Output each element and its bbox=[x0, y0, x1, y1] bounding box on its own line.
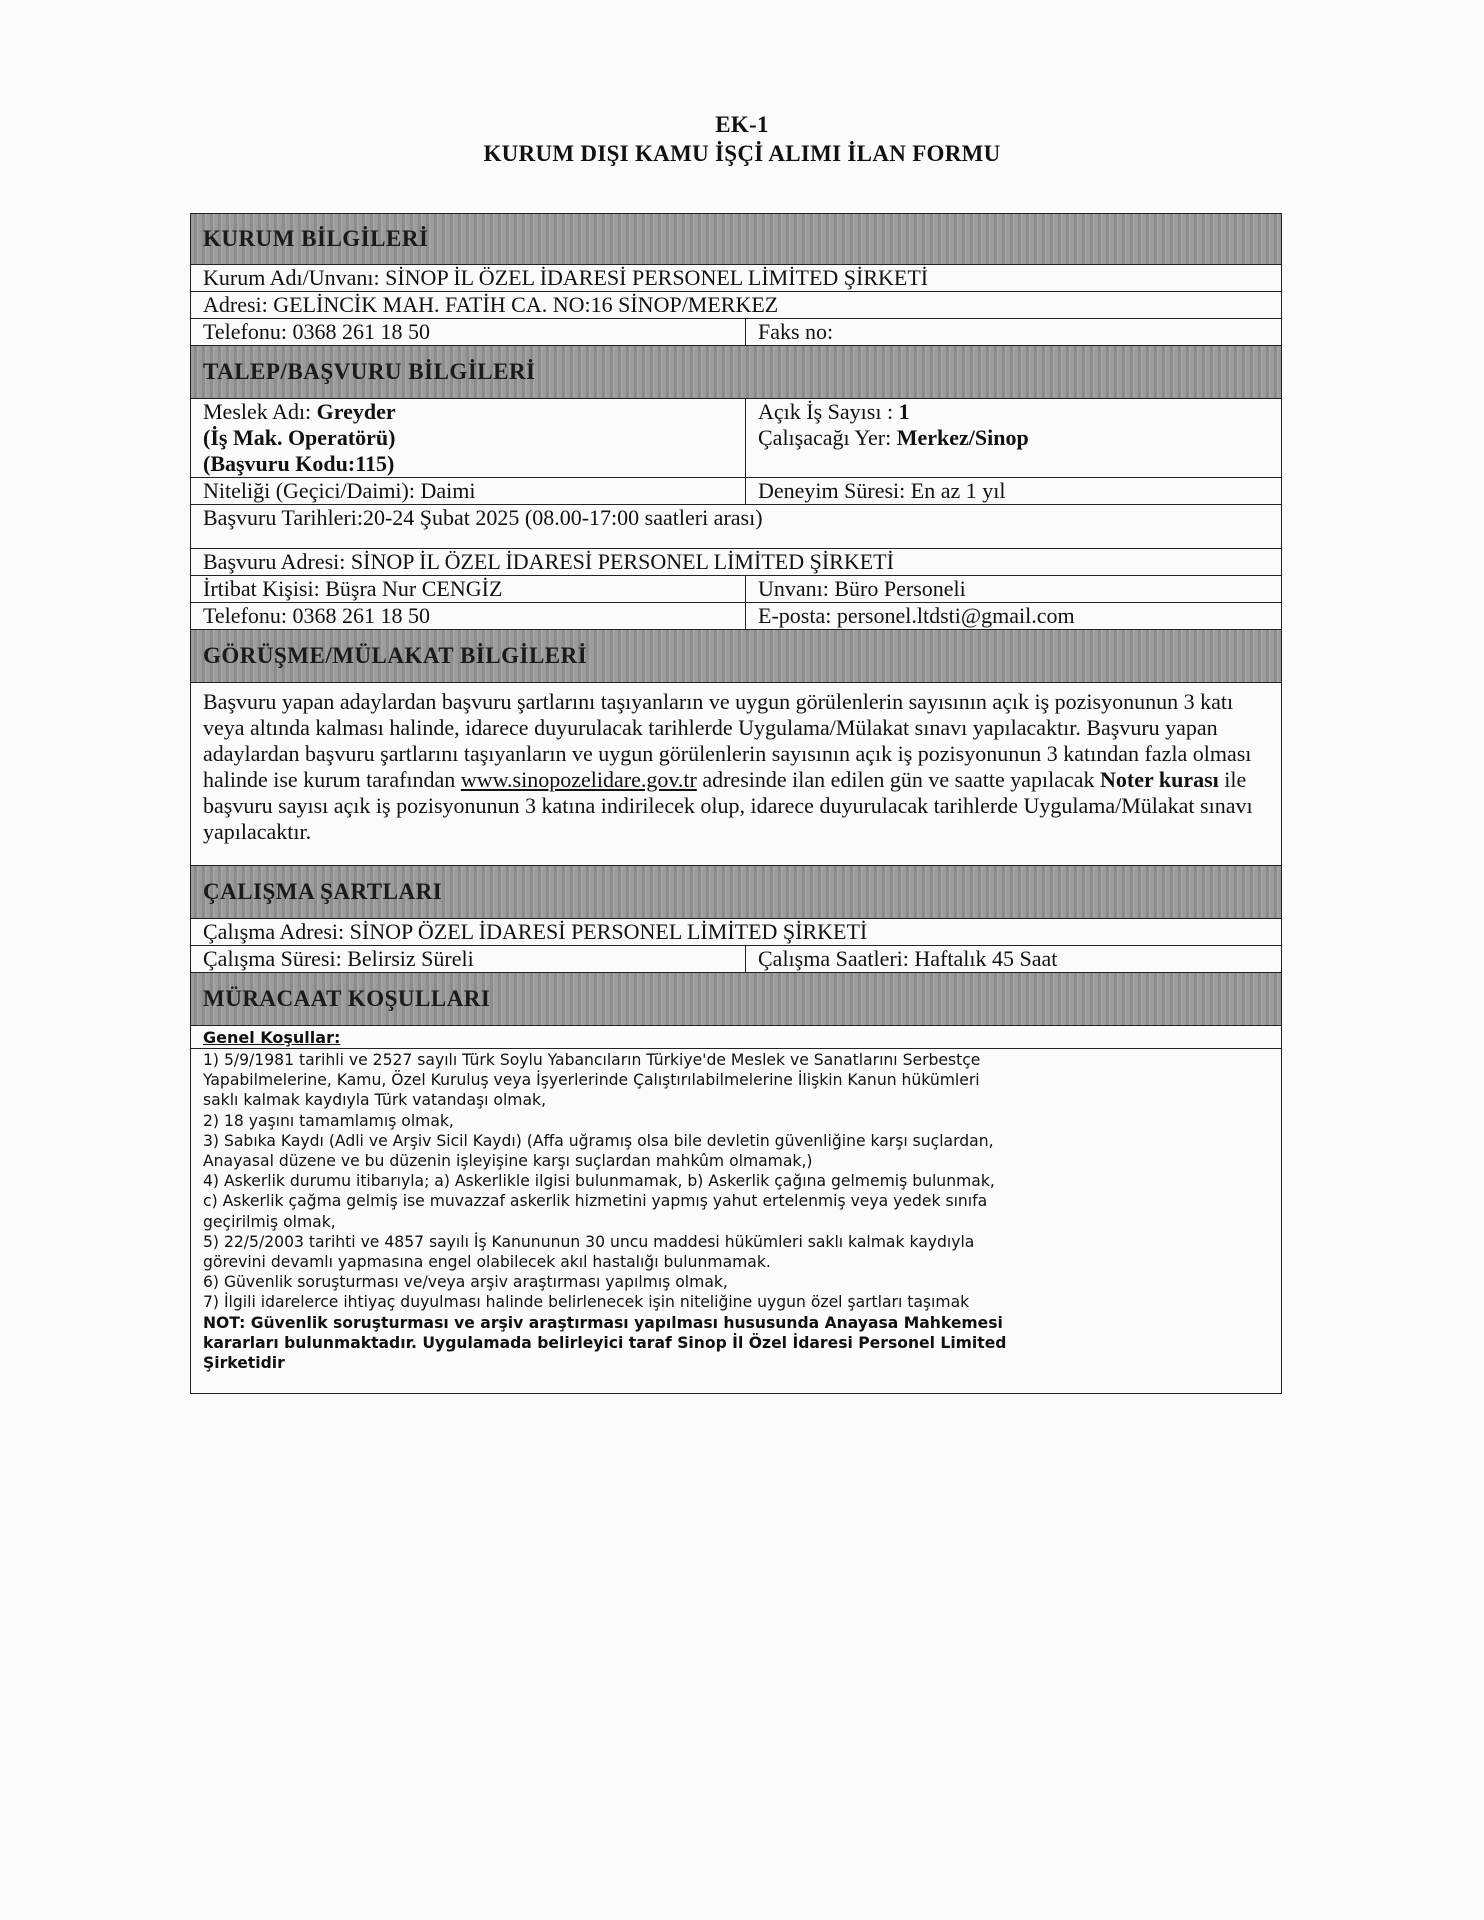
eposta: E-posta: personel.ltdsti@gmail.com bbox=[758, 603, 1075, 628]
calisma-saatleri: Çalışma Saatleri: Haftalık 45 Saat bbox=[758, 946, 1058, 971]
noter-kurasi: Noter kurası bbox=[1100, 767, 1219, 792]
talep-telefon: Telefonu: 0368 261 18 50 bbox=[191, 603, 746, 629]
meslek-value: Greyder bbox=[316, 399, 396, 424]
yer-label: Çalışacağı Yer: bbox=[758, 425, 897, 450]
condition-line: 6) Güvenlik soruşturması ve/veya arşiv araştırması yapılmış olmak, bbox=[203, 1273, 728, 1292]
document-heading bbox=[0, 110, 1484, 168]
condition-line: geçirilmiş olmak, bbox=[203, 1212, 336, 1231]
meslek-label: Meslek Adı: bbox=[203, 399, 317, 424]
condition-line: 5) 22/5/2003 tarihti ve 4857 sayılı İş Kanununun 30 uncu maddesi hükümleri saklı kalmak kaydıyla bbox=[203, 1232, 975, 1251]
row-niteligi bbox=[191, 478, 1281, 505]
website-link[interactable]: www.sinopozelidare.gov.tr bbox=[460, 767, 697, 792]
condition-line: c) Askerlik çağma gelmiş ise muvazzaf askerlik hizmetini yapmış yahut ertelenmiş veya yedek sınıfa bbox=[203, 1192, 988, 1211]
note-line: NOT: Güvenlik soruşturması ve arşiv araştırması yapılması hususunda Anayasa Mahkemesi bbox=[203, 1313, 1003, 1332]
basvuru-tarihleri: Başvuru Tarihleri:20-24 Şubat 2025 (08.00-17:00 saatleri arası) bbox=[203, 505, 763, 530]
gorusme-text-1: Başvuru yapan adaylardan başvuru şartlarını taşıyanların ve uygun görülenlerin sayısının açık iş pozisyonunun 3 katı veya altında kalması halinde, idarece duyurulacak tarihlerde Uygulama/Mülakat sınavı yapılacaktır. Başvuru yapan adaylardan başvuru şartlarını taşıyanların ve uygun görülenlerin sayısının açık iş pozisyonunun 3 katından fazla olması halinde ise kurum tarafından bbox=[203, 689, 1252, 792]
niteligi: Niteliği (Geçici/Daimi): Daimi bbox=[191, 478, 746, 504]
condition-line: 4) Askerlik durumu itibarıyla; a) Askerlikle ilgisi bulunmamak, b) Askerlik çağına gelmemiş bulunmak, bbox=[203, 1172, 995, 1191]
kurum-adresi: Adresi: GELİNCİK MAH. FATİH CA. NO:16 SİNOP/MERKEZ bbox=[203, 292, 779, 317]
condition-line: 1) 5/9/1981 tarihli ve 2527 sayılı Türk Soylu Yabancıların Türkiye'de Meslek ve Sanatlarını Serbestçe bbox=[203, 1051, 981, 1069]
section-header-gorusme: GÖRÜŞME/MÜLAKAT BİLGİLERİ bbox=[191, 630, 1281, 683]
row-iletisim bbox=[191, 603, 1281, 630]
row-meslek bbox=[191, 399, 1281, 478]
row-kurum-adi bbox=[191, 265, 1281, 292]
section-header-kurum: KURUM BİLGİLERİ bbox=[191, 214, 1281, 265]
condition-line: Anayasal düzene ve bu düzenin işleyişine karşı suçlardan mahkûm olmamak,) bbox=[203, 1152, 813, 1171]
kurum-adi: Kurum Adı/Unvanı: SİNOP İL ÖZEL İDARESİ PERSONEL LİMİTED ŞİRKETİ bbox=[203, 265, 929, 290]
genel-kosullar-list bbox=[191, 1049, 1281, 1394]
row-tarihler bbox=[191, 505, 1281, 549]
gorusme-text-3: ile başvuru sayısı açık iş pozisyonunun 3 katına indirilecek olup, idarece duyurulacak tarihlerde Uygulama/Mülakat sınavı yapılacaktır. bbox=[203, 767, 1253, 844]
gorusme-text bbox=[191, 683, 1281, 866]
basvuru-kodu: (Başvuru Kodu:115) bbox=[203, 451, 395, 476]
gorusme-text-2: adresinde ilan edilen gün ve saatte yapılacak bbox=[696, 767, 1101, 792]
acik-is-label: Açık İş Sayısı : bbox=[758, 399, 899, 424]
yer-value: Merkez/Sinop bbox=[896, 425, 1029, 450]
meslek-cell bbox=[191, 399, 746, 477]
condition-line: saklı kalmak kaydıyla Türk vatandaşı olmak, bbox=[203, 1091, 547, 1110]
deneyim: Deneyim Süresi: En az 1 yıl bbox=[758, 478, 1006, 503]
note-line: kararları bulunmaktadır. Uygulamada belirleyici taraf Sinop İl Özel İdaresi Personel Limited bbox=[203, 1333, 1007, 1352]
row-calisma-sure bbox=[191, 946, 1281, 973]
kurum-telefon: Telefonu: 0368 261 18 50 bbox=[191, 319, 746, 345]
condition-line: 2) 18 yaşını tamamlamış olmak, bbox=[203, 1111, 454, 1130]
form-title: KURUM DIŞI KAMU İŞÇİ ALIMI İLAN FORMU bbox=[483, 141, 1001, 166]
calisma-suresi: Çalışma Süresi: Belirsiz Süreli bbox=[191, 946, 746, 972]
unvani: Unvanı: Büro Personeli bbox=[758, 576, 966, 601]
condition-line: görevini devamlı yapmasına engel olabilecek akıl hastalığı bulunmamak. bbox=[203, 1253, 771, 1272]
row-calisma-adresi bbox=[191, 919, 1281, 946]
announcement-form bbox=[190, 213, 1282, 1394]
note-line: Şirketidir bbox=[203, 1354, 285, 1373]
section-header-talep: TALEP/BAŞVURU BİLGİLERİ bbox=[191, 346, 1281, 399]
row-basvuru-adresi bbox=[191, 549, 1281, 576]
meslek-sub1: (İş Mak. Operatörü) bbox=[203, 425, 396, 450]
acik-is-cell bbox=[746, 399, 1281, 477]
acik-is-value: 1 bbox=[898, 399, 910, 424]
row-kurum-adresi bbox=[191, 292, 1281, 319]
section-header-calisma: ÇALIŞMA ŞARTLARI bbox=[191, 866, 1281, 919]
row-kurum-telefon bbox=[191, 319, 1281, 346]
basvuru-adresi: Başvuru Adresi: SİNOP İL ÖZEL İDARESİ PERSONEL LİMİTED ŞİRKETİ bbox=[203, 549, 894, 574]
annex-label: EK-1 bbox=[715, 112, 769, 137]
condition-line: Yapabilmelerine, Kamu, Özel Kuruluş veya İşyerlerinde Çalıştırılabilmelerine İlişkin Kanun hükümleri bbox=[203, 1071, 980, 1090]
section-header-muracaat: MÜRACAAT KOŞULLARI bbox=[191, 973, 1281, 1026]
condition-line: 7) İlgili idarelerce ihtiyaç duyulması halinde belirlenecek işin niteliğine uygun özel şartları taşımak bbox=[203, 1293, 970, 1312]
condition-line: 3) Sabıka Kaydı (Adli ve Arşiv Sicil Kaydı) (Affa uğramış olsa bile devletin güvenliğine karşı suçlardan, bbox=[203, 1131, 994, 1150]
row-irtibat bbox=[191, 576, 1281, 603]
genel-kosullar-title: Genel Koşullar: bbox=[191, 1026, 1281, 1049]
kurum-faks: Faks no: bbox=[758, 319, 834, 344]
calisma-adresi: Çalışma Adresi: SİNOP ÖZEL İDARESİ PERSONEL LİMİTED ŞİRKETİ bbox=[203, 919, 868, 944]
irtibat-kisisi: İrtibat Kişisi: Büşra Nur CENGİZ bbox=[191, 576, 746, 602]
